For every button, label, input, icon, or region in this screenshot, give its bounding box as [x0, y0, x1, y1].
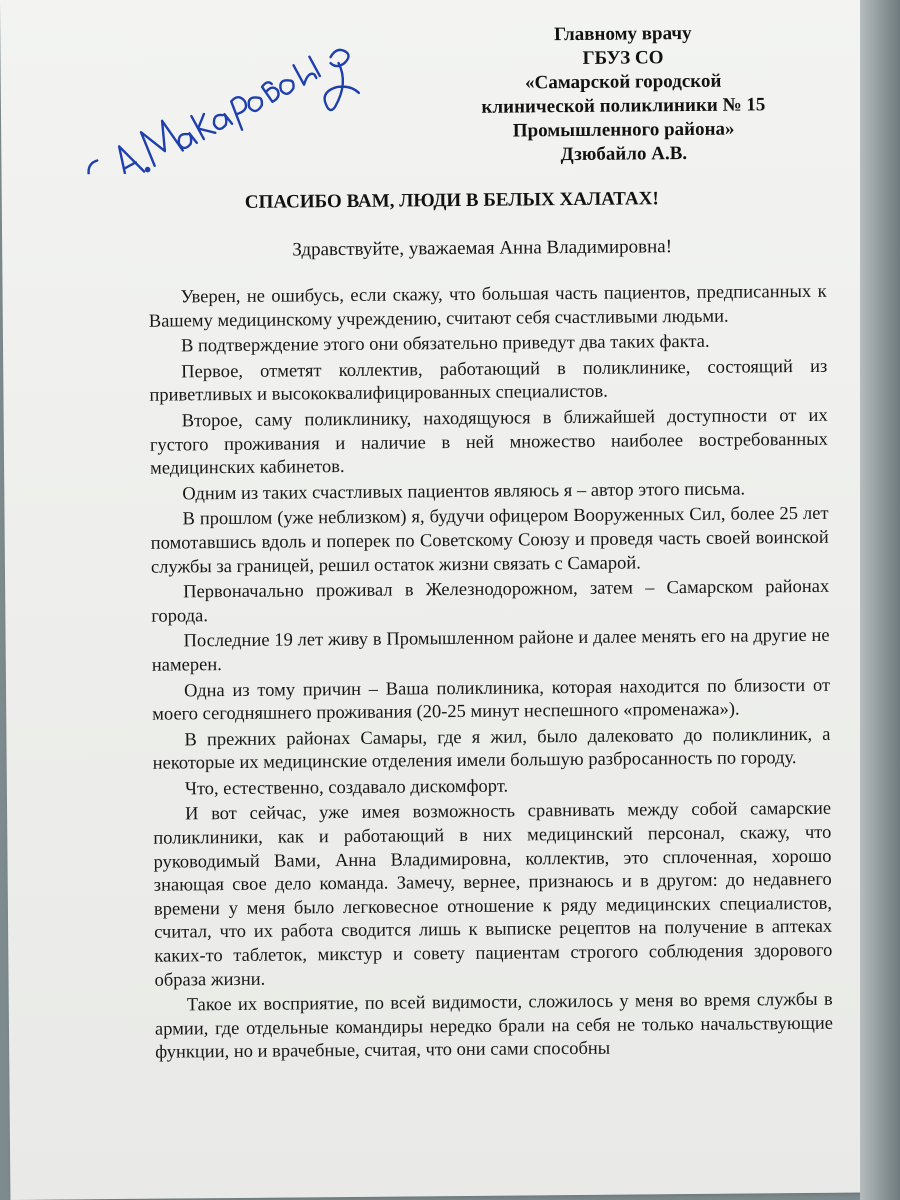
body-paragraph: Одним из таких счастливых пациентов являюсь я – автор этого письма.	[182, 479, 746, 505]
background-edge	[860, 0, 900, 1200]
body-paragraph: Такое их восприятие, по всей видимости, сложилось у меня во время службы в армии, где отдельные командиры нередко брали на себя не только начальствующие функции, но и врачебные, считая, что они сами способны	[154, 989, 834, 1064]
letter-greeting: Здравствуйте, уважаемая Анна Владимировна!	[292, 236, 673, 261]
body-paragraph: Уверен, не ошибусь, если скажу, что большая часть пациентов, предписанных к Вашему медицинскому учреждению, считают себя счастливыми людьми.	[148, 281, 827, 332]
body-paragraph: В подтверждение этого они обязательно приведут два таких факта.	[180, 332, 710, 357]
body-paragraph: И вот сейчас, уже имея возможность сравнивать между собой самарские поликлиники, как и работающий в них медицинский персонал, скажу, что руководимый Вами, Анна Владимировна, коллектив, это сплоченная, хорошо знающая свое дело команда. Замечу, вернее, признаюсь и в другом: до недавнего времени у меня было легковесное отношение к ряду медицинских специалистов, считал, что их работа сводится лишь к выписке рецептов на получение в аптеках каких-то таблеток, микстур и совету пациентам строгого соблюдения здорового образа жизни.	[153, 799, 833, 991]
body-paragraph: Одна из тому причин – Ваша поликлиника, которая находится по близости от моего сегодняшнего проживания (20-25 минут неспешного «променажа»).	[152, 675, 831, 725]
recipient-block	[450, 21, 796, 168]
body-paragraph: Первое, отметят коллектив, работающий в поликлинике, состоящий из приветливых и высококвалифицированных специалистов.	[149, 356, 828, 407]
body-paragraph: Первоначально проживал в Железнодорожном, затем – Самарском районах города.	[151, 576, 830, 627]
recipient-line: «Самарской городской	[524, 70, 722, 94]
recipient-line: ГБУЗ СО	[582, 47, 664, 69]
body-paragraph: Что, естественно, создавало дискомфорт.	[184, 776, 509, 800]
body-paragraph: В прежних районах Самары, где я жил, было далековато до поликлиник, а некоторые их медицинские отделения имели большую разбросанность по городу.	[152, 724, 831, 774]
body-paragraph: Последние 19 лет живу в Промышленном районе и далее менять его на другие не намерен.	[151, 626, 830, 676]
letter-title: СПАСИБО ВАМ, ЛЮДИ В БЕЛЫХ ХАЛАТАХ!	[244, 188, 659, 213]
letter-body	[149, 281, 834, 1068]
handwritten-signature	[48, 0, 380, 175]
body-paragraph: Второе, саму поликлинику, находящуюся в ближайшей доступности от их густого проживания и наличие в ней множество наиболее востребованных медицинских кабинетов.	[149, 405, 828, 479]
recipient-line: Главному врачу	[554, 22, 692, 46]
recipient-line: Дзюбайло А.В.	[560, 143, 688, 166]
recipient-line: Промышленного района»	[512, 118, 735, 142]
body-paragraph: В прошлом (уже неблизком) я, будучи офицером Вооруженных Сил, более 25 лет помотавшись вдоль и поперек по Советскому Союзу и проведя часть своей воинской службы за границей, решил остаток жизни связать с Самарой.	[150, 504, 829, 578]
recipient-line: клинической поликлиники № 15	[481, 94, 766, 118]
